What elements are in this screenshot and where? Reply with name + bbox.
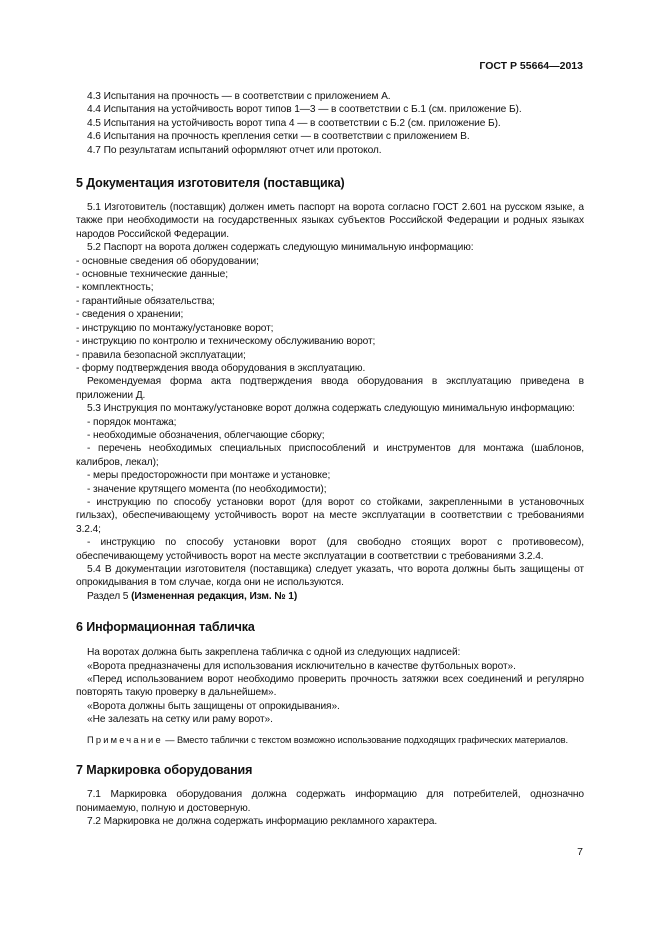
amendment-note <box>76 590 584 603</box>
list-item: - правила безопасной эксплуатации; <box>76 349 246 361</box>
list-item: - инструкцию по монтажу/установке ворот; <box>76 322 274 334</box>
clause-7-2: 7.2 Маркировка не должна содержать информацию рекламного характера. <box>87 815 438 827</box>
recommendation-paragraph: Рекомендуемая форма акта подтверждения ввода оборудования в эксплуатацию приведена в приложении Д. <box>76 376 584 401</box>
inscription-1: «Ворота предназначены для использования исключительно в качестве футбольных ворот». <box>87 660 516 672</box>
list-item: - меры предосторожности при монтаже и установке; <box>87 470 331 482</box>
list-item: - необходимые обозначения, облегчающие сборку; <box>87 429 325 441</box>
list-item: - сведения о хранении; <box>76 309 184 321</box>
standard-designation: ГОСТ Р 55664—2013 <box>479 60 583 72</box>
list-item: - инструкцию по способу установки ворот (для ворот со стойками, закрепленными в установочных гильзах), обеспечивающему устойчивость ворот на месте эксплуатации в соответствии с требованиями 3.2.4; <box>76 496 584 535</box>
clause-5-3: 5.3 Инструкция по монтажу/установке ворот должна содержать следующую минимальную информацию: <box>87 403 575 415</box>
list-item: - перечень необходимых специальных приспособлений и инструментов для монтажа (шаблонов, калибров, лекал); <box>76 443 584 468</box>
amendment-prefix: Раздел 5 <box>87 590 132 602</box>
inscription-2: «Перед использованием ворот необходимо проверить прочность затяжки всех соединений и регулярно повторять такую проверку в дальнейшем». <box>76 674 584 699</box>
list-item: - инструкцию по способу установки ворот (для свободно стоящих ворот с противовесом), обеспечивающему устойчивость ворот на месте эксплуатации в соответствии с требованиями 3.2.4. <box>76 537 584 562</box>
inscription-3: «Ворота должны быть защищены от опрокидывания». <box>87 700 340 712</box>
clause-5-2: 5.2 Паспорт на ворота должен содержать следующую минимальную информацию: <box>87 242 474 254</box>
clause-7-1: 7.1 Маркировка оборудования должна содержать информацию для потребителей, однозначно понимаемую, полную и достоверную. <box>76 789 584 814</box>
clause-4-7: 4.7 По результатам испытаний оформляют отчет или протокол. <box>87 144 382 156</box>
clause-4-4: 4.4 Испытания на устойчивость ворот типов 1—3 — в соответствии с Б.1 (см. приложение Б). <box>87 104 522 116</box>
list-item: - порядок монтажа; <box>87 416 177 428</box>
clause-5-1: 5.1 Изготовитель (поставщик) должен иметь паспорт на ворота согласно ГОСТ 2.601 на русском языке, а также при необходимости на государственных языках субъектов Российской Федерации и родных языках народов Российской Федерации. <box>76 202 584 240</box>
plate-intro: На воротах должна быть закреплена табличка с одной из следующих надписей: <box>87 647 461 659</box>
list-item: - основные технические данные; <box>76 269 228 281</box>
list-item: - комплектность; <box>76 282 154 294</box>
amendment-label: (Измененная редакция, Изм. № 1) <box>131 590 298 602</box>
clause-4-3: 4.3 Испытания на прочность — в соответствии с приложением А. <box>87 91 391 102</box>
page-number: 7 <box>577 846 583 858</box>
section-5-heading: 5 Документация изготовителя (поставщика) <box>76 176 345 191</box>
list-item: - значение крутящего момента (по необходимости); <box>87 483 327 495</box>
list-item: - форму подтверждения ввода оборудования в эксплуатацию. <box>76 362 366 374</box>
clause-4-5: 4.5 Испытания на устойчивость ворот типа 4 — в соответствии с Б.2 (см. приложение Б). <box>87 117 501 129</box>
section-7-heading: 7 Маркировка оборудования <box>76 763 253 778</box>
passport-info-list <box>76 255 584 376</box>
inscription-4: «Не залезать на сетку или раму ворот». <box>87 714 273 726</box>
note <box>76 734 584 747</box>
clause-4-6: 4.6 Испытания на прочность крепления сетки — в соответствии с приложением В. <box>87 131 470 143</box>
note-label: Примечание <box>87 734 163 745</box>
page-content <box>76 90 584 828</box>
list-item: - инструкцию по контролю и техническому обслуживанию ворот; <box>76 336 376 348</box>
note-text: — Вместо таблички с текстом возможно использование подходящих графических материалов. <box>162 734 568 745</box>
section-6-heading: 6 Информационная табличка <box>76 620 255 635</box>
list-item: - основные сведения об оборудовании; <box>76 255 259 267</box>
section-4-items <box>76 90 584 157</box>
clause-5-4: 5.4 В документации изготовителя (поставщика) следует указать, что ворота должны быть защищены от опрокидывания в том случае, когда они не используются. <box>76 564 584 589</box>
installation-info-list <box>76 416 584 563</box>
list-item: - гарантийные обязательства; <box>76 295 215 307</box>
